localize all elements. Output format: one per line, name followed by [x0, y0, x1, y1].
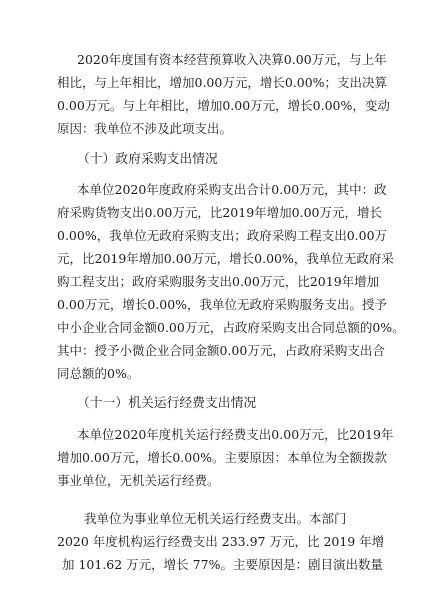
text-line: 加 101.62 万元，增长 77%。主要原因是：剧目演出数量: [62, 557, 383, 572]
text-line: 本单位2020年度政府采购支出合计0.00万元，其中：政: [77, 182, 387, 197]
text-line: 我单位为事业单位无机关运行经费支出。本部门: [84, 511, 347, 526]
text-line: 增加0.00万元，增长0.00%。主要原因：本单位为全额拨款: [57, 450, 388, 465]
text-line: 0.00万元。与上年相比，增加0.00万元，增长0.00%，变动: [57, 98, 390, 113]
text-line: 相比，与上年相比，增加0.00万元，增长0.00%；支出决算: [57, 75, 388, 90]
text-line: 原因：我单位不涉及此项支出。: [57, 121, 233, 136]
section-heading-operating-expenses: （十一）机关运行经费支出情况: [77, 396, 257, 411]
text-line: 2020 年度机构运行经费支出 233.97 万元，比 2019 年增: [57, 534, 385, 549]
text-line: 同总额的0%。: [57, 366, 140, 381]
text-line: 本单位2020年度机关运行经费支出0.00万元，比2019年: [77, 427, 394, 442]
section-heading-government-procurement: （十）政府采购支出情况: [77, 152, 218, 167]
text-line: 其中：授予小微企业合同金额0.00万元，占政府采购支出合: [57, 343, 385, 358]
text-line: 购工程支出；政府采购服务支出0.00万元，比2019年增加: [57, 274, 380, 289]
text-line: 2020年度国有资本经营预算收入决算0.00万元，与上年: [77, 52, 387, 67]
text-line: 元，比2019年增加0.00万元，增长0.00%，我单位无政府采: [57, 251, 394, 266]
text-line: 0.00万元，增长0.00%，我单位无政府采购服务支出。授予: [57, 297, 388, 312]
text-line: 事业单位，无机关运行经费。: [57, 473, 220, 488]
text-line: 0.00%，我单位无政府采购支出；政府采购工程支出0.00万: [57, 228, 388, 243]
text-line: 中小企业合同金额0.00万元，占政府采购支出合同总额的0%。: [57, 320, 405, 335]
text-line: 府采购货物支出0.00万元，比2019年增加0.00万元，增长: [57, 205, 382, 220]
